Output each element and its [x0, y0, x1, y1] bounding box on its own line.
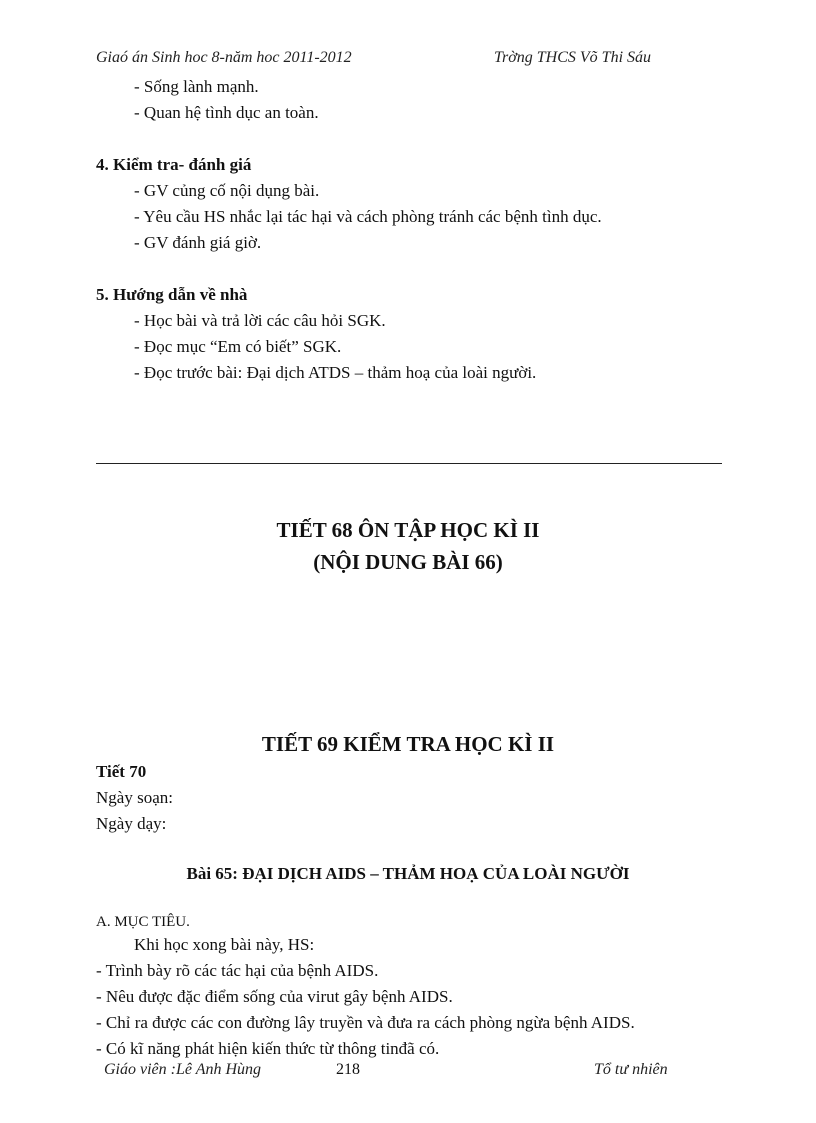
list-item: - Quan hệ tình dục an toàn.	[134, 103, 319, 122]
section-4-heading: 4. Kiểm tra- đánh giá	[96, 155, 252, 174]
list-item: - Sống lành mạnh.	[134, 77, 259, 96]
list-item: - Chỉ ra được các con đường lây truyền và đưa ra cách phòng ngừa bệnh AIDS.	[96, 1013, 635, 1032]
lesson-69-title: TIẾT 69 KIỂM TRA HỌC KÌ II	[261, 732, 555, 756]
header-right: Trờng THCS Võ Thi Sáu	[494, 49, 652, 66]
lesson-68-subtitle: (NỘI DUNG BÀI 66)	[313, 550, 503, 574]
list-item: - Nêu được đặc điểm sống của virut gây bệnh AIDS.	[96, 987, 453, 1006]
footer-group: Tổ tư nhiên	[594, 1061, 668, 1078]
objectives-heading: A. MỤC TIÊU.	[96, 914, 190, 930]
page-number: 218	[336, 1061, 360, 1078]
list-item: - Có kĩ năng phát hiện kiến thức từ thông tinđã có.	[96, 1039, 440, 1058]
list-item: - GV củng cố nội dụng bài.	[134, 181, 320, 200]
objectives-intro: Khi học xong bài này, HS:	[134, 935, 315, 954]
teach-date: Ngày dạy:	[96, 814, 167, 833]
lesson-68-title: TIẾT 68 ÔN TẬP HỌC KÌ II	[276, 518, 540, 542]
prep-date: Ngày soạn:	[96, 788, 173, 807]
divider	[96, 463, 722, 464]
header-left: Giaó án Sinh hoc 8-năm hoc 2011-2012	[96, 49, 352, 66]
section-5-heading: 5. Hướng dẫn về nhà	[96, 285, 248, 304]
list-item: - Trình bày rõ các tác hại của bệnh AIDS.	[96, 961, 379, 980]
list-item: - Đọc trước bài: Đại dịch ATDS – thảm hoạ của loài người.	[134, 363, 537, 382]
lesson-70-label: Tiết 70	[96, 762, 147, 781]
list-item: - Học bài và trả lời các câu hỏi SGK.	[134, 311, 386, 330]
list-item: - Đọc mục “Em có biết” SGK.	[134, 337, 342, 356]
list-item: - Yêu cầu HS nhắc lại tác hại và cách phòng tránh các bệnh tình dục.	[134, 207, 602, 226]
footer-teacher: Giáo viên :Lê Anh Hùng	[104, 1061, 262, 1078]
lesson-70-title: Bài 65: ĐẠI DỊCH AIDS – THẢM HOẠ CỦA LOÀI NGƯỜI	[186, 864, 630, 883]
list-item: - GV đánh giá giờ.	[134, 233, 262, 252]
